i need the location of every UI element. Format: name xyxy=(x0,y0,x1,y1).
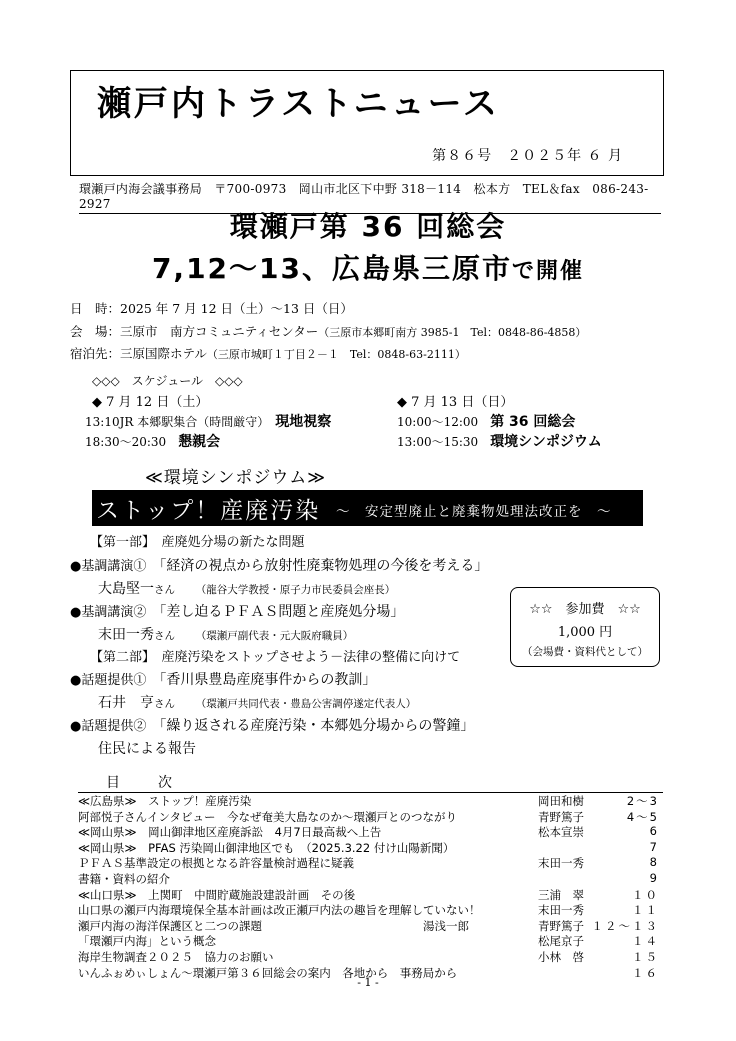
schedule-day1-r1-event: 現地視察 xyxy=(275,414,332,430)
toc-title: 瀬戸内海の海洋保護区と二つの課題 湯浅一郎 xyxy=(78,918,469,933)
toc-page: 9 xyxy=(649,870,659,885)
toc-page: １６ xyxy=(632,965,659,980)
schedule-heading: ◇◇◇ スケジュール ◇◇◇ xyxy=(92,374,243,388)
toc-page: 8 xyxy=(649,855,659,870)
info-hotel-label: 宿泊先： xyxy=(70,346,121,361)
toc-title: ≪岡山県≫ PFAS 汚染岡山御津地区でも （2025.3.22 付け山陽新聞） xyxy=(78,840,455,855)
topic1-speaker xyxy=(98,692,416,712)
banner-subtitle: ～ 安定型廃止と廃棄物処理法改正を ～ xyxy=(336,504,612,520)
toc-author: 三浦 翠 xyxy=(538,887,584,902)
keynote2-title: 「差し迫るＰＦＡＳ問題と産廃処分場」 xyxy=(159,604,405,620)
part2-title: 産廃汚染をストップさせよう－法律の整備に向けて xyxy=(161,650,461,665)
schedule-day1-r1-time: 13:10JR 本郷駅集合（時間厳守） xyxy=(85,415,264,429)
topic1-label: ●話題提供① xyxy=(70,673,147,688)
info-venue xyxy=(70,322,586,340)
fee-amount: 1,000 円 xyxy=(557,625,613,640)
page-number: - 1 - xyxy=(357,976,379,989)
schedule-day2-r2-event: 環境シンポジウム xyxy=(490,434,602,450)
topic2-line xyxy=(70,715,474,735)
topic1-line xyxy=(70,669,376,689)
schedule-day1-date: ◆ 7 月 12 日（土） xyxy=(92,395,209,410)
toc-title: 書籍・資料の紹介 xyxy=(78,871,170,886)
part2-label: 【第二部】 xyxy=(90,650,149,665)
toc-page: 4～5 xyxy=(626,809,659,824)
newsletter-title: 瀬戸内トラストニュース xyxy=(97,84,500,124)
schedule-day1-row1 xyxy=(85,411,331,431)
keynote1-affiliation: （龍谷大学教授・原子力市民委員会座長） xyxy=(201,584,396,596)
participation-fee-box xyxy=(510,587,660,667)
info-venue-value: 三原市 南方コミュニティセンター xyxy=(120,324,319,339)
keynote1-label: ●基調講演① xyxy=(70,559,147,574)
headline-line-1: 環瀬戸第 36 回総会 xyxy=(229,210,507,243)
toc-title: 阿部悦子さんインタビュー 今なぜ奄美大島なのか～環瀬戸とのつながり xyxy=(78,809,458,824)
keynote1-name: 大島堅一 xyxy=(98,581,154,597)
info-hotel xyxy=(70,344,466,362)
topic2-extra xyxy=(98,738,196,758)
keynote2-name: 末田一秀 xyxy=(98,627,154,643)
toc-page: 6 xyxy=(649,824,659,839)
keynote1-san: さん xyxy=(154,584,175,596)
topic2-title: 「繰り返される産廃汚染・本郷処分場からの警鐘」 xyxy=(159,718,475,734)
toc-title: ≪山口県≫ 上関町 中間貯蔵施設建設計画 その後 xyxy=(78,887,356,902)
toc-row[interactable] xyxy=(78,840,663,856)
masthead-box xyxy=(70,70,664,176)
info-venue-address: （三原市本郷町南方 3985-1 Tel：0848-86-4858） xyxy=(318,326,587,339)
toc-page: 7 xyxy=(649,839,659,854)
part1-label: 【第一部】 xyxy=(90,535,149,550)
toc-row[interactable] xyxy=(78,933,663,949)
organization-line: 環瀬戸内海会議事務局 〒700-0973 岡山市北区下中野 318－114 松本方 TEL＆fax 086-243-2927 xyxy=(79,180,661,214)
info-date-value: 2025 年 7 月 12 日（土）～13 日（日） xyxy=(120,301,353,316)
toc-author: 小林 啓 xyxy=(538,949,584,964)
toc-row[interactable] xyxy=(78,902,663,918)
topic2-label: ●話題提供② xyxy=(70,719,147,734)
toc-page: １１ xyxy=(632,903,659,918)
schedule-day2-date: ◆ 7 月 13 日（日） xyxy=(397,395,514,410)
schedule-day2-row2 xyxy=(397,431,602,451)
toc-title: ≪岡山県≫ 岡山御津地区産廃訴訟 4月7日最高裁へ上告 xyxy=(78,825,382,840)
toc-row[interactable] xyxy=(78,918,663,934)
toc-title: ＰＦＡＳ基準設定の根拠となる許容量検討過程に疑義 xyxy=(78,856,354,871)
info-date xyxy=(70,299,353,317)
schedule-day1-r2-time: 18:30～20:30 xyxy=(85,435,167,449)
part1-title: 産廃処分場の新たな問題 xyxy=(161,535,305,550)
symposium-heading: ≪環境シンポジウム≫ xyxy=(145,468,326,488)
topic1-san: さん xyxy=(154,698,175,710)
toc-row[interactable] xyxy=(78,871,663,887)
schedule-day1-r2-event: 懇親会 xyxy=(178,434,221,450)
headline-line-2-main: 7,12～13、広島県三原市 xyxy=(151,252,513,285)
schedule-day2-r2-time: 13:00～15:30 xyxy=(397,435,479,449)
banner-title: ストップ！産廃汚染 xyxy=(96,498,321,524)
toc-row[interactable] xyxy=(78,824,663,840)
table-of-contents xyxy=(78,792,663,980)
topic1-name: 石井 亨 xyxy=(98,695,154,711)
toc-title: いんふぉめぃしょん～環瀬戸第３６回総会の案内 各地から 事務局から xyxy=(78,965,458,980)
toc-row[interactable] xyxy=(78,949,663,965)
info-hotel-value: 三原国際ホテル xyxy=(120,346,207,361)
topic2-extra-text: 住民による報告 xyxy=(98,741,196,757)
toc-author: 青野篤子 xyxy=(538,809,584,824)
schedule-day2-r1-time: 10:00～12:00 xyxy=(397,415,479,429)
toc-page: １４ xyxy=(632,934,659,949)
keynote2-san: さん xyxy=(154,630,175,642)
toc-title: 海岸生物調査２０２５ 協力のお願い xyxy=(78,949,274,964)
toc-author: 末田一秀 xyxy=(538,903,584,918)
keynote1-line xyxy=(70,555,488,575)
keynote2-line xyxy=(70,601,404,621)
info-date-label: 日 時： xyxy=(70,301,121,316)
toc-row[interactable] xyxy=(78,887,663,903)
topic1-affiliation: （環瀬戸共同代表・豊島公害調停遂定代表人） xyxy=(201,698,417,710)
schedule-day2-r1-event: 第 36 回総会 xyxy=(490,414,576,430)
issue-number: 第８６号 ２０２５年 ６ 月 xyxy=(432,148,623,164)
fee-note: （会場費・資料代として） xyxy=(522,646,648,658)
keynote2-speaker xyxy=(98,624,353,644)
toc-page: １２～１３ xyxy=(591,918,659,933)
toc-title: 山口県の瀬戸内海環境保全基本計画は改正瀬戸内法の趣旨を理解していない！ xyxy=(78,903,481,918)
toc-page: 2～3 xyxy=(626,794,659,808)
info-venue-label: 会 場： xyxy=(70,324,121,339)
toc-author: 松尾京子 xyxy=(538,934,584,949)
toc-author: 岡田和樹 xyxy=(538,794,584,808)
toc-author: 青野篤子 xyxy=(538,918,584,933)
keynote1-speaker xyxy=(98,578,395,598)
schedule-day2-row1 xyxy=(397,411,575,431)
toc-author: 末田一秀 xyxy=(538,856,584,871)
symposium-banner xyxy=(92,490,643,526)
fee-title: ☆☆ 参加費 ☆☆ xyxy=(529,602,641,617)
headline-line-2 xyxy=(0,247,736,287)
keynote2-affiliation: （環瀬戸副代表・元大阪府職員） xyxy=(201,630,354,642)
toc-row[interactable] xyxy=(78,809,663,825)
part1-line xyxy=(90,531,305,550)
keynote1-title: 「経済の視点から放射性廃棄物処理の今後を考える」 xyxy=(159,558,489,574)
keynote2-label: ●基調講演② xyxy=(70,605,147,620)
info-hotel-address: （三原市城町１丁目２－１ Tel：0848-63-2111） xyxy=(206,348,466,361)
toc-row[interactable] xyxy=(78,855,663,871)
toc-row[interactable] xyxy=(78,793,663,809)
toc-page: １０ xyxy=(632,887,659,902)
part2-line xyxy=(90,646,460,665)
toc-title: 「環瀬戸内海」という概念 xyxy=(78,934,216,949)
topic1-title: 「香川県豊島産廃事件からの教訓」 xyxy=(159,672,377,688)
toc-heading: 目 次 xyxy=(106,775,184,791)
toc-title: ≪広島県≫ ストップ！産廃汚染 xyxy=(78,794,252,808)
headline-line-2-tail: で開催 xyxy=(512,259,585,284)
toc-author: 松本宣崇 xyxy=(538,825,584,840)
schedule-day1-row2 xyxy=(85,431,220,451)
toc-page: １５ xyxy=(632,949,659,964)
